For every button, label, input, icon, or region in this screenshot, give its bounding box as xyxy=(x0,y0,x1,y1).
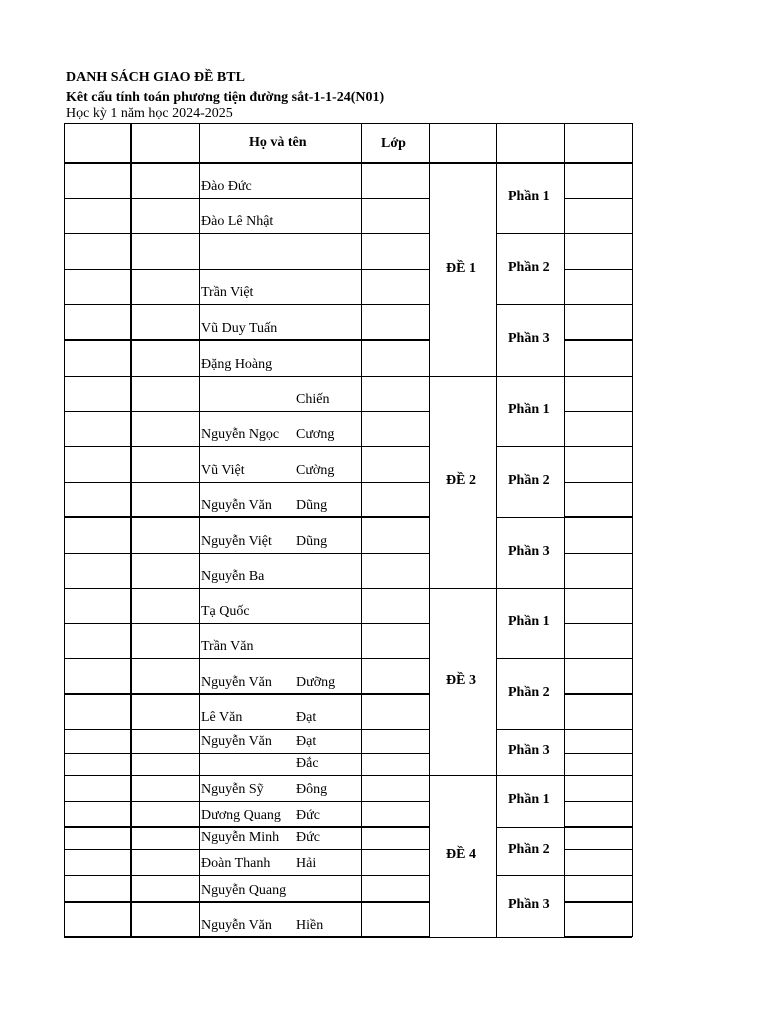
row-line xyxy=(564,553,632,554)
row-line xyxy=(64,775,429,776)
row-line xyxy=(564,658,632,659)
row-line xyxy=(564,775,632,776)
student-last-name: Trần Việt xyxy=(201,285,254,300)
student-first-name: Đắc xyxy=(296,756,319,771)
student-last-name: Vũ Duy Tuấn xyxy=(201,321,278,336)
row-line xyxy=(564,729,632,730)
student-last-name: Nguyễn Văn xyxy=(201,498,272,513)
row-line xyxy=(64,801,429,802)
row-line xyxy=(64,658,429,659)
col-header-name: Họ và tên xyxy=(249,135,307,150)
part-line xyxy=(496,827,564,828)
part-label: Phần 1 xyxy=(508,614,550,629)
row-line xyxy=(64,269,429,270)
row-line xyxy=(64,875,429,876)
student-first-name: Hiền xyxy=(296,918,324,933)
part-line xyxy=(496,658,564,659)
row-line xyxy=(564,304,632,305)
part-line xyxy=(496,775,564,776)
row-line xyxy=(564,198,632,199)
header-bottom-border xyxy=(64,162,632,164)
row-line xyxy=(564,516,632,518)
col-header-class: Lớp xyxy=(381,136,406,151)
student-last-name: Nguyễn Văn xyxy=(201,918,272,933)
table-left-border xyxy=(64,123,65,937)
group-line xyxy=(429,376,496,377)
row-line xyxy=(64,233,429,234)
student-first-name: Cường xyxy=(296,463,335,478)
col-line xyxy=(361,123,362,937)
row-line xyxy=(564,339,632,341)
student-first-name: Đạt xyxy=(296,734,317,749)
part-label: Phần 3 xyxy=(508,331,550,346)
row-line xyxy=(64,482,429,483)
table-top-border xyxy=(64,123,632,124)
part-line xyxy=(496,304,564,305)
row-line xyxy=(64,623,429,624)
row-line xyxy=(564,901,632,903)
student-last-name: Nguyễn Sỹ xyxy=(201,782,264,797)
part-label: Phần 2 xyxy=(508,472,550,488)
row-line xyxy=(564,233,632,234)
part-label: Phần 2 xyxy=(508,684,550,700)
row-line xyxy=(564,269,632,270)
student-first-name: Chiến xyxy=(296,392,330,407)
part-label: Phần 1 xyxy=(508,189,550,204)
student-last-name: Nguyễn Văn xyxy=(201,734,272,749)
part-line xyxy=(496,233,564,234)
part-line xyxy=(496,729,564,730)
part-line xyxy=(496,937,564,938)
student-last-name: Nguyễn Việt xyxy=(201,534,272,549)
row-line xyxy=(64,936,429,938)
exam-label: ĐỀ 3 xyxy=(446,672,476,688)
student-first-name: Cương xyxy=(296,427,335,442)
part-label: Phần 3 xyxy=(508,743,550,758)
student-first-name: Dũng xyxy=(296,534,328,549)
part-label: Phần 1 xyxy=(508,402,550,417)
row-line xyxy=(64,339,429,341)
col-line xyxy=(130,123,132,937)
col-line xyxy=(429,123,430,937)
row-line xyxy=(564,623,632,624)
row-line xyxy=(64,553,429,554)
part-line xyxy=(496,446,564,447)
student-last-name: Tạ Quốc xyxy=(201,604,250,619)
student-first-name: Đông xyxy=(296,782,328,797)
row-line xyxy=(64,849,429,850)
student-last-name: Lê Văn xyxy=(201,710,243,725)
row-line xyxy=(64,198,429,199)
part-line xyxy=(496,875,564,876)
course-subtitle: Kêt cấu tính toán phương tiện đường sắt-1-1-24(N01) xyxy=(66,90,385,105)
group-line xyxy=(429,588,496,589)
student-first-name: Đạt xyxy=(296,710,317,725)
student-last-name: Đào Đức xyxy=(201,179,252,194)
student-last-name: Nguyễn Quang xyxy=(201,883,287,898)
row-line xyxy=(64,753,429,754)
term-label: Học kỳ 1 năm học 2024-2025 xyxy=(66,106,233,121)
row-line xyxy=(564,936,632,938)
row-line xyxy=(564,801,632,802)
row-line xyxy=(64,693,429,695)
row-line xyxy=(564,446,632,447)
row-line xyxy=(564,753,632,754)
part-label: Phần 3 xyxy=(508,897,550,912)
exam-label: ĐỀ 2 xyxy=(446,473,476,488)
student-first-name: Hải xyxy=(296,856,317,871)
student-last-name: Nguyễn Ngọc xyxy=(201,427,280,442)
row-line xyxy=(64,516,429,518)
row-line xyxy=(564,482,632,483)
part-line xyxy=(496,376,564,377)
part-line xyxy=(496,517,564,518)
row-line xyxy=(64,588,429,589)
col-line xyxy=(496,123,497,937)
student-last-name: Nguyễn Ba xyxy=(201,569,265,584)
part-label: Phần 2 xyxy=(508,259,550,275)
student-last-name: Đoàn Thanh xyxy=(201,856,271,871)
exam-label: ĐỀ 1 xyxy=(446,260,476,276)
row-line xyxy=(564,849,632,850)
row-line xyxy=(564,875,632,876)
student-first-name: Đức xyxy=(296,808,320,823)
student-last-name: Vũ Việt xyxy=(201,463,245,478)
row-line xyxy=(64,729,429,730)
table-right-border xyxy=(632,123,633,937)
part-label: Phần 1 xyxy=(508,792,550,807)
row-line xyxy=(64,304,429,305)
exam-label: ĐỀ 4 xyxy=(446,847,476,862)
student-last-name: Nguyễn Văn xyxy=(201,675,272,690)
group-line xyxy=(429,775,496,776)
row-line xyxy=(64,446,429,447)
student-last-name: Đào Lê Nhật xyxy=(201,214,274,229)
row-line xyxy=(564,376,632,377)
student-last-name: Đặng Hoàng xyxy=(201,357,273,372)
row-line xyxy=(564,588,632,589)
row-line xyxy=(64,411,429,412)
group-line xyxy=(429,937,496,938)
student-last-name: Trần Văn xyxy=(201,639,254,654)
part-label: Phần 3 xyxy=(508,543,550,559)
col-line xyxy=(564,123,565,937)
row-line xyxy=(64,376,429,377)
part-label: Phần 2 xyxy=(508,842,550,857)
student-last-name: Dương Quang xyxy=(201,808,281,823)
row-line xyxy=(564,411,632,412)
student-first-name: Đức xyxy=(296,830,320,845)
student-first-name: Dũng xyxy=(296,498,328,513)
row-line xyxy=(564,693,632,695)
col-line xyxy=(199,123,200,937)
part-line xyxy=(496,588,564,589)
student-first-name: Dưỡng xyxy=(296,675,336,690)
row-line xyxy=(64,826,429,828)
row-line xyxy=(64,901,429,903)
row-line xyxy=(564,826,632,828)
student-last-name: Nguyễn Minh xyxy=(201,830,280,845)
document-title: DANH SÁCH GIAO ĐỀ BTL xyxy=(66,70,245,85)
